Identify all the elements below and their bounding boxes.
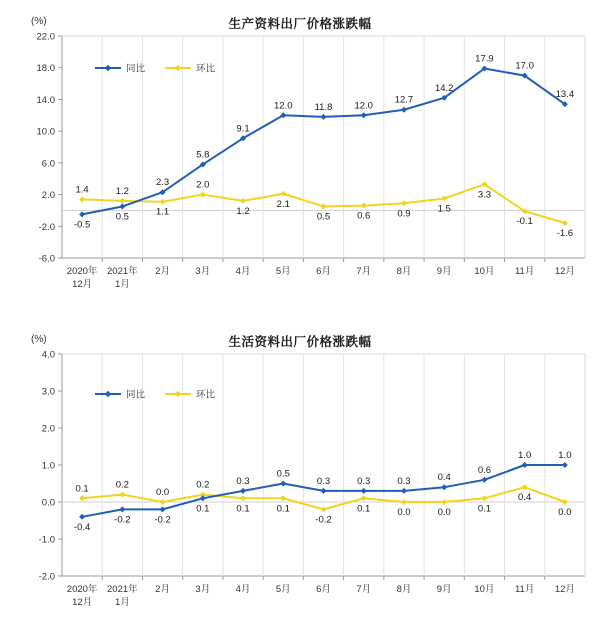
x-category-label: 6月: [316, 266, 331, 277]
data-point-marker: [79, 495, 85, 501]
x-category-label: 2020年: [66, 584, 98, 595]
x-category-label: 11月: [514, 584, 535, 595]
data-point-marker: [481, 477, 487, 483]
y-tick-label: 14.0: [36, 94, 55, 106]
data-point-marker: [321, 488, 327, 494]
x-category-label: 10月: [474, 266, 495, 277]
series-line: [82, 69, 565, 215]
series2-value-label: 0.0: [437, 507, 451, 518]
unit-label-2: (%): [31, 334, 47, 345]
x-category-label: 8月: [396, 266, 412, 277]
y-tick-label: -2.0: [38, 221, 55, 233]
data-point-marker: [160, 506, 166, 512]
data-point-marker: [160, 199, 166, 205]
x-category-label: 11月: [514, 266, 535, 277]
series1-value-label: 1.0: [558, 450, 572, 461]
y-tick-label: 4.0: [41, 349, 55, 361]
x-category-label: 8月: [396, 584, 412, 595]
series1-value-label: 0.6: [477, 464, 492, 476]
data-point-marker: [160, 499, 166, 505]
data-point-marker: [200, 495, 206, 501]
series1-value-label: 0.3: [316, 475, 331, 487]
data-point-marker: [280, 495, 286, 501]
y-tick-label: 1.0: [41, 460, 55, 472]
x-category-label: 9月: [436, 266, 452, 277]
data-point-marker: [119, 203, 125, 209]
data-point-marker: [240, 495, 246, 501]
series1-value-label: 11.8: [314, 101, 333, 113]
data-point-marker: [79, 514, 85, 520]
x-category-label: 4月: [235, 266, 251, 277]
chart-canvas-2: [0, 318, 600, 636]
series2-value-label: 0.6: [357, 210, 371, 222]
series1-value-label: 1.0: [518, 450, 532, 461]
data-point-marker: [522, 462, 528, 468]
series2-value-label: 1.1: [155, 206, 170, 218]
series2-value-label: 0.1: [477, 503, 492, 515]
series2-value-label: 1.2: [236, 205, 250, 217]
series2-value-label: -0.1: [516, 216, 533, 228]
series1-value-label: 0.5: [115, 211, 129, 223]
series2-value-label: 1.2: [115, 185, 129, 197]
series1-value-label: 5.8: [196, 149, 210, 161]
data-point-marker: [119, 506, 125, 512]
legend-label-tongbi: 同比: [126, 389, 146, 401]
y-tick-label: -6.0: [38, 253, 55, 265]
x-category-label: 12月: [554, 266, 575, 277]
series2-value-label: 0.1: [75, 483, 89, 495]
x-category-label: 3月: [195, 584, 211, 595]
data-point-marker: [562, 220, 568, 226]
series2-value-label: 0.4: [518, 492, 532, 504]
chart-title-1: 生产资料出厂价格涨跌幅: [228, 17, 372, 31]
series1-value-label: 12.0: [354, 100, 373, 112]
series1-value-label: 0.4: [437, 472, 451, 484]
series1-value-label: 0.3: [357, 475, 371, 487]
x-category-label: 2021年: [107, 584, 138, 595]
x-category-label: 12月: [72, 597, 93, 608]
series2-value-label: 2.1: [276, 198, 290, 210]
series2-value-label: 0.1: [276, 503, 290, 515]
x-category-label: 1月: [114, 597, 130, 608]
x-category-label: 2020年: [66, 266, 98, 277]
legend-label-tongbi: 同比: [126, 63, 146, 75]
y-tick-label: 2.0: [41, 190, 55, 202]
y-tick-label: 6.0: [41, 158, 55, 170]
x-category-label: 2月: [155, 266, 170, 277]
series1-value-label: -0.4: [73, 521, 91, 533]
series2-value-label: 0.1: [357, 503, 371, 515]
series1-value-label: 12.7: [394, 94, 414, 106]
series2-value-label: 0.2: [196, 479, 210, 491]
data-point-marker: [401, 499, 407, 505]
data-point-marker: [562, 462, 568, 468]
data-point-marker: [280, 191, 286, 197]
series2-value-label: 0.5: [316, 211, 331, 223]
data-point-marker: [240, 488, 246, 494]
legend-label-huanbi: 环比: [196, 389, 216, 401]
series1-value-label: 17.0: [515, 60, 534, 72]
x-category-label: 12月: [72, 279, 93, 290]
y-tick-label: 0.0: [41, 497, 55, 509]
y-tick-label: -2.0: [38, 571, 55, 583]
x-category-label: 2021年: [107, 266, 138, 277]
x-category-label: 6月: [316, 584, 331, 595]
series2-value-label: 2.0: [196, 179, 210, 191]
data-point-marker: [119, 198, 125, 204]
x-category-label: 2月: [155, 584, 170, 595]
x-category-label: 7月: [356, 266, 372, 277]
x-category-label: 9月: [436, 584, 452, 595]
series1-value-label: 12.0: [274, 100, 293, 112]
series1-value-label: -0.2: [154, 514, 171, 526]
legend-label-huanbi: 环比: [196, 63, 216, 75]
data-point-marker: [401, 488, 407, 494]
series2-value-label: 3.3: [477, 189, 492, 201]
x-category-label: 1月: [114, 279, 130, 290]
data-point-marker: [321, 506, 327, 512]
x-category-label: 12月: [554, 584, 575, 595]
x-category-label: 7月: [356, 584, 372, 595]
series2-value-label: 0.0: [558, 507, 572, 518]
series1-value-label: 13.4: [555, 89, 575, 101]
data-point-marker: [119, 492, 125, 498]
x-category-label: 5月: [275, 584, 291, 595]
series1-value-label: 0.1: [196, 503, 210, 515]
series2-value-label: 1.5: [437, 203, 451, 215]
consumer-goods-chart: [0, 318, 600, 636]
series1-value-label: -0.2: [114, 514, 131, 526]
data-point-marker: [321, 114, 327, 120]
series1-value-label: 17.9: [475, 53, 494, 65]
series2-value-label: -1.6: [556, 228, 574, 240]
data-point-marker: [280, 481, 286, 487]
data-point-marker: [321, 203, 327, 209]
series1-value-label: 2.3: [155, 177, 170, 189]
series1-value-label: 14.2: [434, 82, 454, 94]
series2-value-label: 1.4: [75, 184, 89, 196]
chart-title-2: 生活资料出厂价格涨跌幅: [228, 335, 372, 349]
data-point-marker: [200, 192, 206, 198]
data-point-marker: [401, 107, 407, 113]
unit-label-1: (%): [31, 16, 47, 27]
x-category-label: 4月: [235, 584, 251, 595]
data-point-marker: [361, 495, 367, 501]
x-category-label: 5月: [275, 266, 291, 277]
data-point-marker: [481, 495, 487, 501]
data-point-marker: [361, 112, 367, 118]
series2-value-label: 0.2: [115, 479, 129, 491]
y-tick-label: 10.0: [36, 126, 55, 138]
data-point-marker: [361, 203, 367, 209]
y-tick-label: 3.0: [41, 386, 55, 398]
y-tick-label: -1.0: [38, 534, 55, 546]
series2-value-label: 0.0: [397, 507, 411, 518]
data-point-marker: [79, 211, 85, 217]
data-point-marker: [441, 499, 447, 505]
series1-value-label: -0.5: [73, 219, 91, 231]
x-category-label: 3月: [195, 266, 211, 277]
data-point-marker: [522, 484, 528, 490]
series2-value-label: 0.9: [397, 208, 411, 220]
y-tick-label: 22.0: [36, 31, 55, 43]
y-tick-label: 18.0: [36, 63, 55, 75]
series1-value-label: 0.3: [397, 475, 411, 487]
data-point-marker: [441, 484, 447, 490]
y-tick-label: 2.0: [41, 423, 55, 435]
data-point-marker: [79, 196, 85, 202]
series1-value-label: 0.3: [236, 475, 250, 487]
series1-value-label: 0.5: [276, 468, 290, 480]
data-point-marker: [441, 196, 447, 202]
data-point-marker: [562, 499, 568, 505]
x-category-label: 10月: [474, 584, 495, 595]
series2-value-label: -0.2: [315, 514, 332, 526]
data-point-marker: [361, 488, 367, 494]
series1-value-label: 9.1: [236, 123, 250, 135]
series2-value-label: 0.1: [236, 503, 250, 515]
data-point-marker: [401, 200, 407, 206]
data-point-marker: [240, 198, 246, 204]
series2-value-label: 0.0: [155, 487, 170, 498]
